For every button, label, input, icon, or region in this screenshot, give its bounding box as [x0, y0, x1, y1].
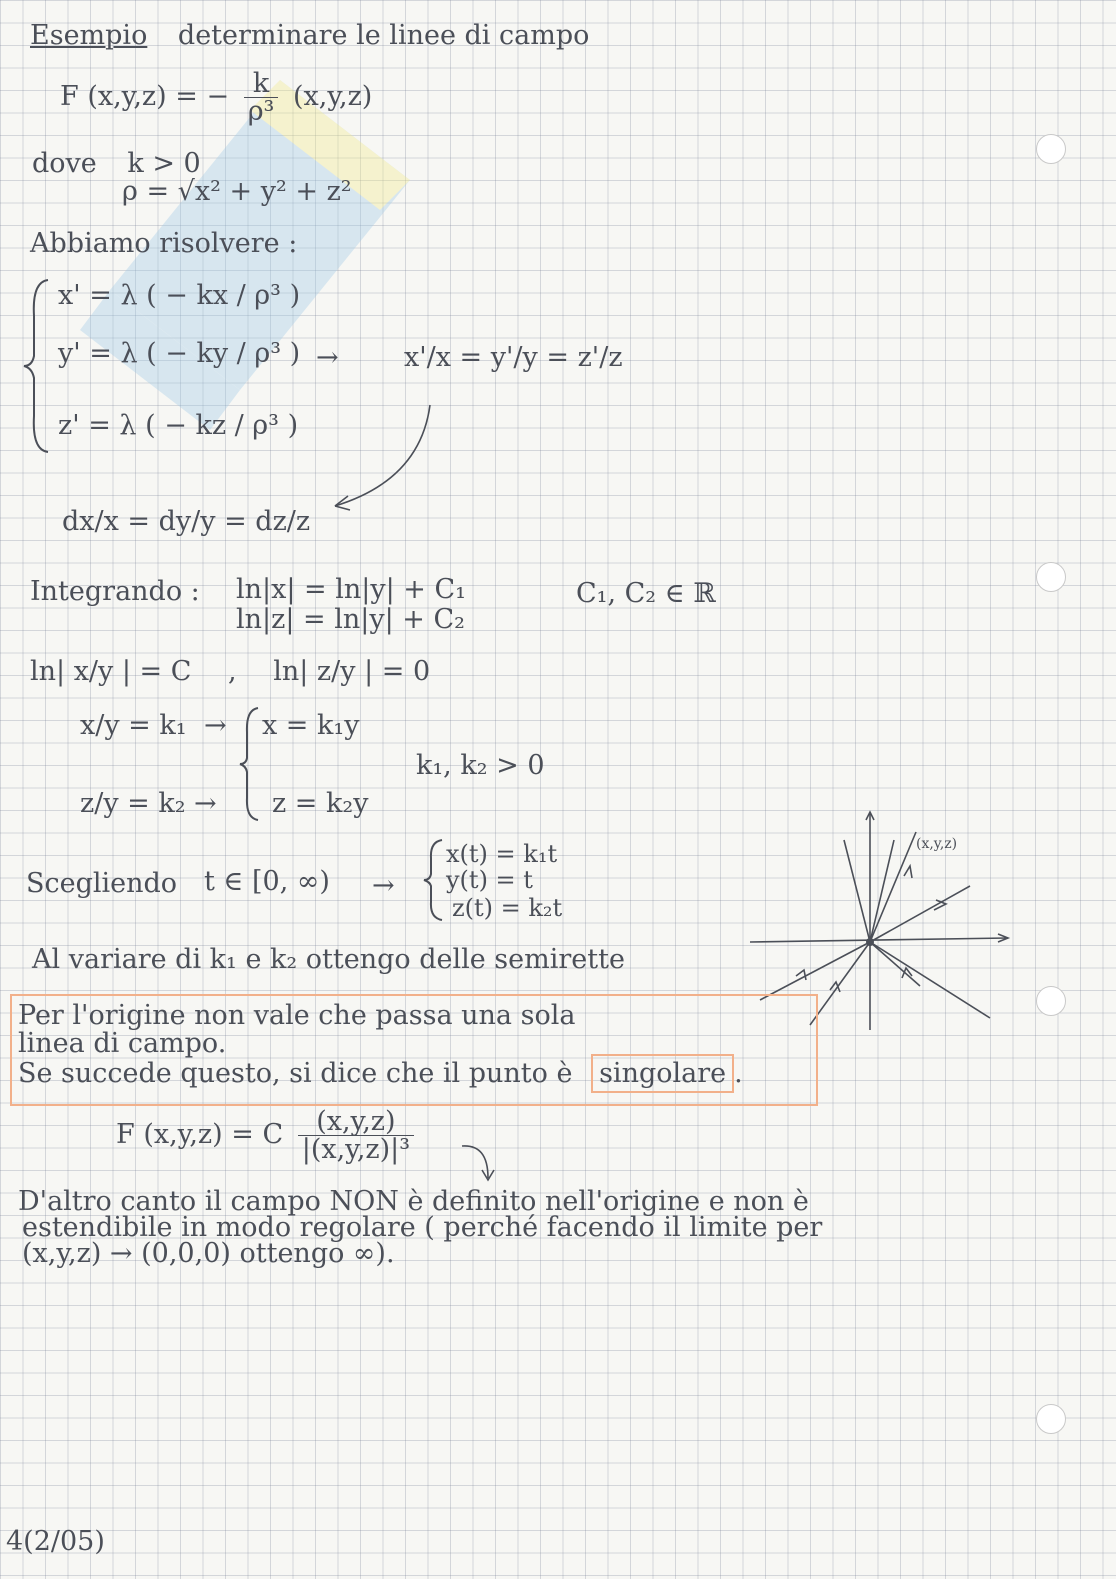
field-definition — [60, 70, 372, 125]
where-label: dove — [32, 148, 97, 179]
boxed-line3 — [18, 1060, 743, 1087]
system-ratio: x'/x = y'/y = z'/z — [404, 342, 623, 373]
general-lhs: F (x,y,z) = C — [116, 1119, 284, 1150]
field-den: ρ³ — [247, 96, 275, 127]
log-equation — [30, 658, 430, 685]
boxed-line3c: . — [734, 1058, 743, 1089]
conclusion-line2: estendibile in modo regolare ( perché facendo il limite per — [22, 1212, 823, 1243]
conclusion-line1: D'altro canto il campo NON è definito nell'origine e non è — [18, 1186, 809, 1217]
where-line — [32, 150, 201, 177]
integrating-eq1: ln|x| = ln|y| + C₁ — [236, 574, 466, 605]
title-word: Esempio — [30, 20, 148, 51]
field-lhs: F (x,y,z) = − — [60, 81, 230, 112]
where-cond: k > 0 — [127, 148, 201, 179]
system-brace — [22, 276, 52, 456]
rho-definition: ρ = √x² + y² + z² — [122, 176, 352, 207]
hook-arrow-icon — [460, 1140, 500, 1184]
ratio-k2: z/y = k₂ — [80, 788, 186, 819]
k-condition: k₁, k₂ > 0 — [416, 750, 545, 781]
integrating-label: Integrando : — [30, 576, 200, 607]
boxed-line2: linea di campo. — [18, 1028, 227, 1059]
field-num: k — [244, 70, 279, 98]
arrow-right-icon: → — [372, 870, 395, 901]
system-eq2: y' = λ ( − ky / ρ³ ) — [58, 338, 301, 369]
curved-arrow-icon — [320, 400, 440, 515]
arrow-right-icon: → — [194, 788, 217, 819]
param-label: Scegliendo — [26, 868, 178, 899]
log-right: ln| z/y | = 0 — [273, 656, 431, 687]
page-number: 4(2/05) — [6, 1526, 105, 1557]
vary-text: Al variare di k₁ e k₂ ottengo delle semirette — [32, 944, 625, 975]
general-field-formula — [116, 1108, 420, 1163]
param-range: t ∈ [0, ∞) — [204, 866, 330, 897]
system-z-k2y: z = k₂y — [272, 788, 369, 819]
conclusion-line3: (x,y,z) → (0,0,0) ottengo ∞). — [22, 1238, 395, 1269]
ratios-brace — [238, 706, 260, 822]
title-rest: determinare le linee di campo — [177, 20, 590, 51]
general-den: |(x,y,z)|³ — [301, 1134, 411, 1165]
solve-label: Abbiamo risolvere : — [30, 228, 298, 259]
log-sep: , — [228, 656, 237, 687]
param-z: z(t) = k₂t — [452, 894, 563, 922]
singular-term: singolare — [591, 1054, 734, 1093]
diagram-point-label: (x,y,z) — [916, 836, 958, 852]
param-brace — [422, 838, 444, 922]
binder-hole — [1036, 1404, 1066, 1434]
integration-constants: C₁, C₂ ∈ ℝ — [576, 578, 716, 609]
system-eq3: z' = λ ( − kz / ρ³ ) — [58, 410, 299, 441]
binder-hole — [1036, 986, 1066, 1016]
param-y: y(t) = t — [446, 866, 533, 894]
differential-equation: dx/x = dy/y = dz/z — [62, 506, 311, 537]
system-x-k1y: x = k₁y — [262, 710, 360, 741]
field-fraction — [244, 70, 279, 125]
integrating-eq2: ln|z| = ln|y| + C₂ — [236, 604, 465, 635]
boxed-line3a: Se succede questo, si dice che il punto è — [18, 1058, 573, 1089]
binder-hole — [1036, 562, 1066, 592]
general-num: (x,y,z) — [298, 1108, 414, 1136]
ratio-k1: x/y = k₁ — [80, 710, 187, 741]
log-left: ln| x/y | = C — [30, 656, 192, 687]
system-eq1: x' = λ ( − kx / ρ³ ) — [58, 280, 301, 311]
field-rhs: (x,y,z) — [292, 81, 373, 112]
arrow-right-icon: → — [204, 710, 227, 741]
general-fraction — [298, 1108, 414, 1163]
binder-hole — [1036, 134, 1066, 164]
param-x: x(t) = k₁t — [446, 840, 558, 868]
title — [30, 22, 589, 49]
boxed-line1: Per l'origine non vale che passa una sola — [18, 1000, 576, 1031]
arrow-right-icon: → — [316, 342, 339, 373]
